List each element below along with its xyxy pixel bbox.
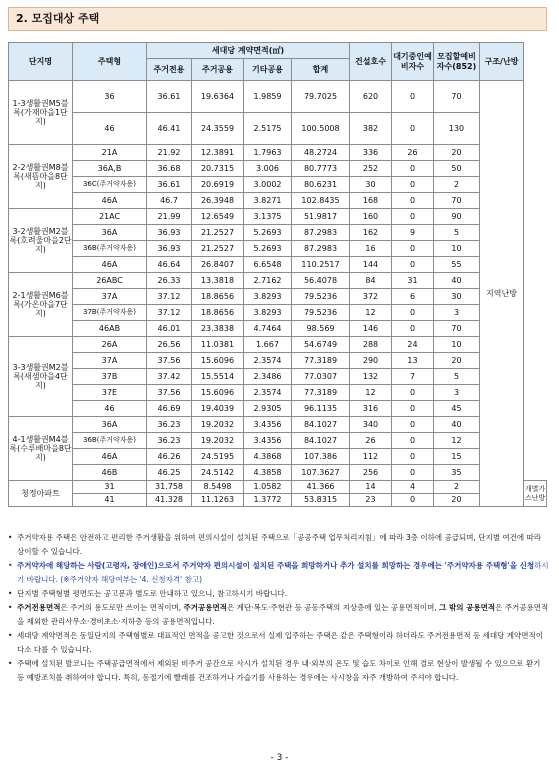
cell-excl: 36.23 [147, 433, 192, 449]
cell-sum: 77.3189 [292, 353, 350, 369]
cell-common: 24.5142 [192, 465, 244, 481]
cell-waiting: 0 [392, 257, 434, 273]
complex-name: 3-2생활권M2블록(호려울마을2단지) [9, 209, 73, 273]
cell-excl: 36.93 [147, 241, 192, 257]
cell-waiting: 31 [392, 273, 434, 289]
table-row [9, 273, 547, 289]
cell-common: 12.3891 [192, 145, 244, 161]
cell-built: 168 [350, 193, 392, 209]
cell-common: 13.3818 [192, 273, 244, 289]
cell-common: 26.3948 [192, 193, 244, 209]
cell-recruit: 90 [434, 209, 480, 225]
header-other: 기타공용 [244, 59, 292, 81]
cell-type: 46A [73, 257, 147, 273]
cell-excl: 46.01 [147, 321, 192, 337]
table-row [9, 494, 547, 507]
cell-type: 36A [73, 225, 147, 241]
header-complex: 단지명 [9, 43, 73, 81]
cell-excl: 37.12 [147, 305, 192, 321]
cell-recruit: 35 [434, 465, 480, 481]
cell-other: 5.2693 [244, 241, 292, 257]
cell-excl: 21.92 [147, 145, 192, 161]
header-sum: 합계 [292, 59, 350, 81]
cell-built: 12 [350, 385, 392, 401]
complex-name: 4-1생활권M4블록(수루배마을8단지) [9, 417, 73, 481]
cell-excl: 36.61 [147, 81, 192, 113]
cell-common: 19.2032 [192, 433, 244, 449]
cell-waiting: 24 [392, 337, 434, 353]
complex-name: 3-3생활권M2블록(새샘마을4단지) [9, 337, 73, 417]
cell-other: 2.5175 [244, 113, 292, 145]
cell-other: 3.4356 [244, 417, 292, 433]
cell-sum: 96.1135 [292, 401, 350, 417]
cell-excl: 37.56 [147, 385, 192, 401]
cell-waiting: 0 [392, 449, 434, 465]
housing-table [8, 42, 547, 507]
cell-built: 336 [350, 145, 392, 161]
cell-recruit: 5 [434, 369, 480, 385]
header-waiting: 대기중인예비자수 [392, 43, 434, 81]
table-row [9, 241, 547, 257]
cell-sum: 41.366 [292, 481, 350, 494]
cell-recruit: 10 [434, 241, 480, 257]
cell-sum: 100.5008 [292, 113, 350, 145]
cell-sum: 79.5236 [292, 305, 350, 321]
cell-sum: 53.8315 [292, 494, 350, 507]
cell-common: 20.7315 [192, 161, 244, 177]
cell-excl: 46.25 [147, 465, 192, 481]
cell-other: 3.8271 [244, 193, 292, 209]
cell-common: 8.5498 [192, 481, 244, 494]
table-row [9, 401, 547, 417]
note-bold: 주거약자에 해당하는 사람(고령자, 장애인)으로서 주거약자 편의시설이 설치된 주택을 희망하거나 추가 설치를 희망하는 경우에는 '주거약자용 주택형'을 신청 [17, 561, 535, 570]
cell-other: 1.7963 [244, 145, 292, 161]
table-row [9, 289, 547, 305]
cell-type: 36B(주거약자용) [73, 433, 147, 449]
header-structure: 구조/난방 [480, 43, 524, 81]
cell-recruit: 30 [434, 289, 480, 305]
table-row [9, 145, 547, 161]
cell-waiting: 0 [392, 433, 434, 449]
note-text: 주택에 설치된 발코니는 주택공급면적에서 제외된 비주거 공간으로 사시가 설치된 경우 내·외부의 온도 및 습도 차이로 인해 결로 현상이 발생될 수 있으므로 환기 등 예방조치를 취하여야 합니다. 특히, 동절기에 빨래를 건조하거나 가습기를 사용하는 경우에는 사시창을 자주 개방하여 주셔야 합니다. [17, 659, 541, 682]
cell-recruit: 20 [434, 145, 480, 161]
cell-waiting: 0 [392, 209, 434, 225]
note-elderly-apply [8, 559, 549, 587]
note-text: 주거약자용 주택은 안전하고 편리한 주거생활을 위하여 편의시설이 설치된 주택으로「공공주택 업무처리지침」에 따라 3층 이하에 공급되며, 단지별 여건에 따라 상이할 수 있습니다. [17, 533, 541, 556]
cell-type: 46A [73, 449, 147, 465]
cell-excl: 46.26 [147, 449, 192, 465]
cell-other: 1.9859 [244, 81, 292, 113]
cell-other: 3.8293 [244, 305, 292, 321]
cell-built: 316 [350, 401, 392, 417]
cell-excl: 36.93 [147, 225, 192, 241]
table-row [9, 257, 547, 273]
cell-other: 2.3574 [244, 353, 292, 369]
cell-other: 3.8293 [244, 289, 292, 305]
cell-other: 3.0002 [244, 177, 292, 193]
table-row [9, 481, 547, 494]
cell-sum: 80.7773 [292, 161, 350, 177]
cell-common: 18.8656 [192, 289, 244, 305]
cell-built: 160 [350, 209, 392, 225]
note-area-definitions [8, 601, 549, 629]
cell-recruit: 5 [434, 225, 480, 241]
cell-sum: 80.6231 [292, 177, 350, 193]
cell-recruit: 40 [434, 273, 480, 289]
cell-sum: 87.2983 [292, 241, 350, 257]
cell-type: 46 [73, 113, 147, 145]
cell-type: 31 [73, 481, 147, 494]
cell-excl: 31.758 [147, 481, 192, 494]
cell-excl: 46.64 [147, 257, 192, 273]
cell-excl: 37.42 [147, 369, 192, 385]
cell-other: 4.7464 [244, 321, 292, 337]
cell-waiting: 6 [392, 289, 434, 305]
table-row [9, 369, 547, 385]
cell-other: 2.3486 [244, 369, 292, 385]
cell-recruit: 12 [434, 433, 480, 449]
cell-type: 26A [73, 337, 147, 353]
cell-excl: 37.12 [147, 289, 192, 305]
note-text: 하시기 바랍니다. (※주거약자 해당여부는 '4. 신청자격' 참고) [17, 561, 549, 584]
cell-recruit: 70 [434, 193, 480, 209]
cell-recruit: 40 [434, 417, 480, 433]
cell-type: 37B(주거약자용) [73, 305, 147, 321]
cell-built: 23 [350, 494, 392, 507]
cell-sum: 77.0307 [292, 369, 350, 385]
cell-common: 24.3559 [192, 113, 244, 145]
cell-recruit: 130 [434, 113, 480, 145]
note-bold: 주거전용면적 [17, 603, 61, 612]
cell-recruit: 15 [434, 449, 480, 465]
cell-built: 288 [350, 337, 392, 353]
cell-waiting: 0 [392, 385, 434, 401]
note-elderly-housing [8, 531, 549, 559]
note-text: 단지별 주택형별 평면도는 공고문과 별도로 안내하고 있으니, 참고하시기 바랍니다. [17, 589, 288, 598]
cell-sum: 110.2517 [292, 257, 350, 273]
note-text: 세대당 계약면적은 동일단지의 주택형별로 대표적인 면적을 공고한 것으로서 실제 입주하는 주택은 같은 주택형이라 하더라도 주거전용면적 등 세대당 계약면적이 다소 다를 수 있습니다. [17, 631, 543, 654]
cell-recruit: 20 [434, 353, 480, 369]
cell-other: 2.9305 [244, 401, 292, 417]
cell-recruit: 55 [434, 257, 480, 273]
table-row [9, 225, 547, 241]
cell-type: 37A [73, 353, 147, 369]
cell-common: 19.6364 [192, 81, 244, 113]
cell-excl: 46.7 [147, 193, 192, 209]
structure-apt: 개별가스난방 [524, 481, 547, 507]
cell-built: 84 [350, 273, 392, 289]
header-type: 주택형 [73, 43, 147, 81]
cell-sum: 84.1027 [292, 417, 350, 433]
cell-other: 5.2693 [244, 225, 292, 241]
cell-type: 46A [73, 193, 147, 209]
cell-excl: 36.61 [147, 177, 192, 193]
cell-waiting: 13 [392, 353, 434, 369]
cell-other: 1.3772 [244, 494, 292, 507]
cell-recruit: 50 [434, 161, 480, 177]
notes-list [8, 531, 549, 685]
cell-waiting: 0 [392, 113, 434, 145]
cell-other: 1.667 [244, 337, 292, 353]
cell-type: 36A,B [73, 161, 147, 177]
header-exclusive: 주거전용 [147, 59, 192, 81]
cell-sum: 102.8435 [292, 193, 350, 209]
cell-common: 21.2527 [192, 225, 244, 241]
cell-excl: 46.41 [147, 113, 192, 145]
header-common: 주거공용 [192, 59, 244, 81]
cell-common: 11.1263 [192, 494, 244, 507]
table-row [9, 337, 547, 353]
table-row [9, 465, 547, 481]
cell-type: 21A [73, 145, 147, 161]
cell-common: 15.6096 [192, 385, 244, 401]
cell-common: 11.0381 [192, 337, 244, 353]
note-contract-area [8, 629, 549, 657]
cell-built: 256 [350, 465, 392, 481]
note-text: 은 주거의 용도로만 쓰이는 면적이며, [60, 603, 184, 612]
cell-built: 620 [350, 81, 392, 113]
cell-recruit: 3 [434, 385, 480, 401]
cell-common: 24.5195 [192, 449, 244, 465]
section-title: 2. 모집대상 주택 [8, 7, 547, 31]
cell-recruit: 70 [434, 321, 480, 337]
cell-built: 252 [350, 161, 392, 177]
cell-common: 15.5514 [192, 369, 244, 385]
cell-common: 19.4039 [192, 401, 244, 417]
cell-waiting: 0 [392, 494, 434, 507]
cell-type: 36B(주거약자용) [73, 241, 147, 257]
cell-sum: 51.9817 [292, 209, 350, 225]
cell-other: 4.3868 [244, 449, 292, 465]
cell-common: 23.3838 [192, 321, 244, 337]
table-row [9, 305, 547, 321]
cell-waiting: 0 [392, 161, 434, 177]
cell-sum: 107.3627 [292, 465, 350, 481]
cell-waiting: 26 [392, 145, 434, 161]
cell-waiting: 9 [392, 225, 434, 241]
cell-sum: 87.2983 [292, 225, 350, 241]
complex-name: 2-1생활권M6블록(가온마을7단지) [9, 273, 73, 337]
cell-recruit: 2 [434, 481, 480, 494]
cell-built: 382 [350, 113, 392, 145]
cell-excl: 36.23 [147, 417, 192, 433]
complex-name: 1-3생활권M5블록(가재마을1단지) [9, 81, 73, 145]
cell-common: 19.2032 [192, 417, 244, 433]
cell-built: 12 [350, 305, 392, 321]
complex-name: 2-2생활권M8블록(새뜸마을8단지) [9, 145, 73, 209]
table-row [9, 161, 547, 177]
cell-sum: 79.5236 [292, 289, 350, 305]
cell-other: 2.3574 [244, 385, 292, 401]
cell-type: 36A [73, 417, 147, 433]
header-recruit: 모집할예비자수(852) [434, 43, 480, 81]
cell-built: 340 [350, 417, 392, 433]
cell-type: 46AB [73, 321, 147, 337]
cell-waiting: 0 [392, 417, 434, 433]
cell-other: 3.4356 [244, 433, 292, 449]
cell-other: 6.6548 [244, 257, 292, 273]
table-row [9, 321, 547, 337]
cell-other: 4.3858 [244, 465, 292, 481]
cell-sum: 48.2724 [292, 145, 350, 161]
cell-excl: 26.56 [147, 337, 192, 353]
cell-waiting: 0 [392, 193, 434, 209]
table-row [9, 353, 547, 369]
cell-sum: 77.3189 [292, 385, 350, 401]
table-row [9, 385, 547, 401]
cell-excl: 41.328 [147, 494, 192, 507]
cell-other: 3.1375 [244, 209, 292, 225]
cell-waiting: 0 [392, 241, 434, 257]
cell-type: 37E [73, 385, 147, 401]
cell-excl: 21.99 [147, 209, 192, 225]
cell-waiting: 4 [392, 481, 434, 494]
cell-type: 36C(주거약자용) [73, 177, 147, 193]
complex-name: 청정아파트 [9, 481, 73, 507]
header-built: 건설호수 [350, 43, 392, 81]
cell-type: 36 [73, 81, 147, 113]
note-balcony [8, 657, 549, 685]
cell-common: 21.2527 [192, 241, 244, 257]
cell-built: 372 [350, 289, 392, 305]
cell-type: 41 [73, 494, 147, 507]
cell-common: 12.6549 [192, 209, 244, 225]
cell-built: 16 [350, 241, 392, 257]
cell-built: 132 [350, 369, 392, 385]
cell-built: 112 [350, 449, 392, 465]
cell-sum: 84.1027 [292, 433, 350, 449]
note-bold: 주거공용면적 [183, 603, 227, 612]
cell-waiting: 0 [392, 305, 434, 321]
cell-excl: 26.33 [147, 273, 192, 289]
cell-built: 26 [350, 433, 392, 449]
cell-built: 162 [350, 225, 392, 241]
cell-type: 26ABC [73, 273, 147, 289]
cell-common: 26.8407 [192, 257, 244, 273]
cell-common: 20.6919 [192, 177, 244, 193]
cell-sum: 56.4078 [292, 273, 350, 289]
note-floorplan [8, 587, 549, 601]
cell-waiting: 0 [392, 81, 434, 113]
cell-type: 46B [73, 465, 147, 481]
cell-built: 144 [350, 257, 392, 273]
cell-excl: 46.69 [147, 401, 192, 417]
cell-sum: 54.6749 [292, 337, 350, 353]
cell-waiting: 0 [392, 401, 434, 417]
cell-recruit: 3 [434, 305, 480, 321]
cell-excl: 37.56 [147, 353, 192, 369]
cell-sum: 98.569 [292, 321, 350, 337]
table-row [9, 113, 547, 145]
table-row [9, 209, 547, 225]
cell-common: 18.8656 [192, 305, 244, 321]
cell-recruit: 20 [434, 494, 480, 507]
cell-type: 37A [73, 289, 147, 305]
cell-built: 30 [350, 177, 392, 193]
cell-type: 37B [73, 369, 147, 385]
table-row [9, 417, 547, 433]
note-bold: 그 밖의 공용면적 [439, 603, 496, 612]
cell-sum: 107.386 [292, 449, 350, 465]
table-row [9, 449, 547, 465]
cell-recruit: 2 [434, 177, 480, 193]
cell-sum: 79.7025 [292, 81, 350, 113]
cell-recruit: 10 [434, 337, 480, 353]
table-row [9, 193, 547, 209]
cell-other: 3.006 [244, 161, 292, 177]
table-row [9, 81, 547, 113]
cell-recruit: 45 [434, 401, 480, 417]
cell-type: 46 [73, 401, 147, 417]
cell-built: 146 [350, 321, 392, 337]
cell-recruit: 70 [434, 81, 480, 113]
cell-other: 1.0582 [244, 481, 292, 494]
table-row [9, 177, 547, 193]
cell-waiting: 7 [392, 369, 434, 385]
cell-waiting: 0 [392, 177, 434, 193]
cell-waiting: 0 [392, 321, 434, 337]
note-text: 은 주거공용면적을 제외한 관리사무소·경비초소·지하층 등의 공용면적입니다. [17, 603, 549, 626]
structure-main: 지역난방 [480, 81, 524, 507]
cell-type: 21AC [73, 209, 147, 225]
cell-built: 14 [350, 481, 392, 494]
table-row [9, 433, 547, 449]
note-text: 은 계단·복도·주현관 등 공동주택의 지상층에 있는 공용면적이며, [226, 603, 440, 612]
cell-common: 15.6096 [192, 353, 244, 369]
cell-built: 290 [350, 353, 392, 369]
cell-excl: 36.68 [147, 161, 192, 177]
page-number: - 3 - [270, 753, 289, 763]
header-area: 세대당 계약면적(㎡) [147, 43, 350, 59]
cell-other: 2.7162 [244, 273, 292, 289]
cell-waiting: 0 [392, 465, 434, 481]
